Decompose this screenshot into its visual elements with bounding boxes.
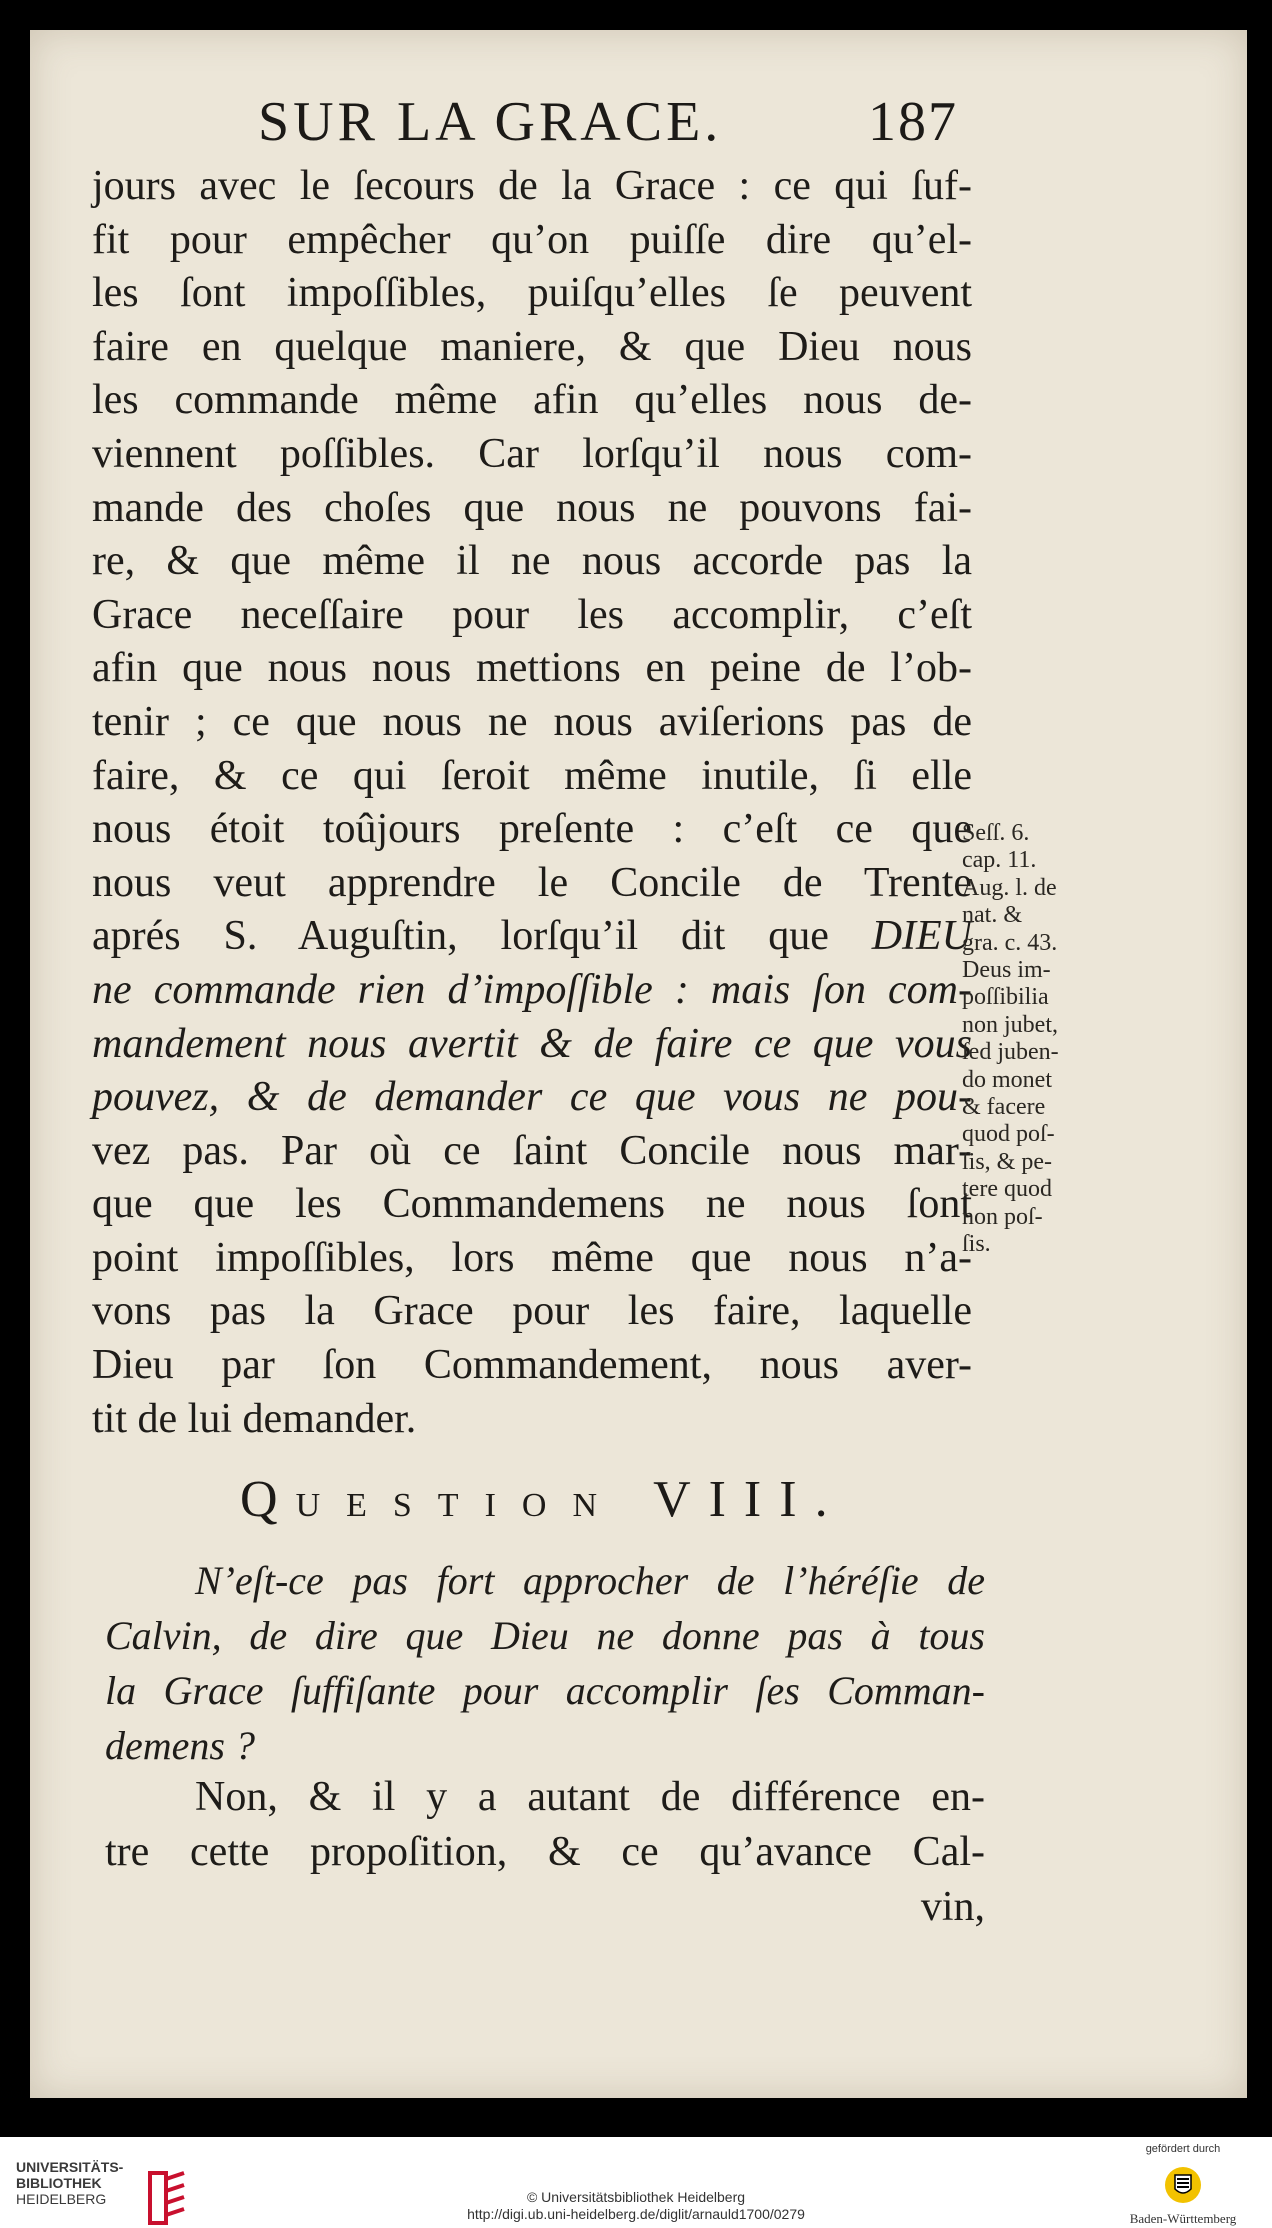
margin-note-line: ſed juben-: [962, 1039, 1059, 1066]
sponsor-block: [1108, 2143, 1258, 2226]
permalink-url[interactable]: http://digi.ub.uni-heidelberg.de/diglit/arnauld1700/0279: [467, 2206, 805, 2222]
text-line: nous veut apprendre le Concile de Trente: [92, 859, 972, 906]
margin-note-line: poſſibilia: [962, 984, 1049, 1011]
margin-note-line: & facere: [962, 1094, 1046, 1121]
text-line: faire, & ce qui ſeroit même inutile, ſi elle: [92, 752, 972, 799]
copyright-notice: [0, 2189, 1272, 2223]
margin-note-line: tere quod: [962, 1176, 1052, 1203]
copyright-text: © Universitätsbibliothek Heidelberg: [526, 2189, 746, 2205]
text-line: re, & que même il ne nous accorde pas la: [92, 538, 972, 585]
question-line: Calvin, de dire que Dieu ne donne pas à tous: [105, 1613, 985, 1658]
text-line: faire en quelque maniere, & que Dieu nous: [92, 323, 972, 370]
text-line: Dieu par ſon Commandement, nous aver-: [92, 1342, 972, 1389]
text-line: vez pas. Par où ce ſaint Concile nous mar-: [92, 1127, 972, 1174]
margin-note-line: cap. 11.: [962, 847, 1037, 874]
margin-note-line: ſis, & pe-: [962, 1148, 1052, 1175]
question-heading-initial: Q: [240, 1471, 296, 1528]
text-line: vons pas la Grace pour les faire, laquelle: [92, 1288, 972, 1335]
margin-note: [962, 820, 1112, 1259]
question-heading-word: UESTION: [295, 1487, 623, 1524]
question-line: la Grace ſuffiſante pour accomplir ſes Comman-: [105, 1668, 985, 1713]
main-text-block: [92, 160, 972, 1446]
sponsor-label: gefördert durch: [1145, 2143, 1221, 2155]
answer-catchword: vin,: [920, 1884, 985, 1930]
text-line: les commande même afin qu’elles nous de-: [92, 377, 972, 424]
logo-text-line: HEIDELBERG: [16, 2191, 107, 2207]
question-heading-number: VIII.: [653, 1471, 846, 1528]
question-text: [105, 1553, 985, 1773]
text-line: point impoſſibles, lors même que nous n’a-: [92, 1234, 972, 1281]
text-line-with-italic: [92, 910, 972, 964]
margin-note-line: gra. c. 43.: [962, 929, 1058, 956]
logo-text-line: BIBLIOTHEK: [16, 2175, 102, 2191]
text-line: tenir ; ce que nous ne nous aviſerions pas de: [92, 698, 972, 745]
text-italic-segment: DIEU: [871, 913, 972, 960]
margin-note-line: do monet: [962, 1066, 1052, 1093]
text-line: nous étoit toûjours preſente : c’eſt ce que: [92, 806, 972, 853]
text-roman-segment: aprés S. Auguſtin, lorſqu’il dit que: [92, 913, 872, 960]
sponsor-name: Baden-Württemberg: [1129, 2211, 1237, 2226]
margin-note-line: nat. &: [962, 902, 1022, 929]
question-heading: [240, 1470, 846, 1529]
text-line: afin que nous nous mettions en peine de l’ob-: [92, 645, 972, 692]
running-title: SUR LA GRACE.: [258, 91, 723, 153]
text-line: fit pour empêcher qu’on puiſſe dire qu’el-: [92, 216, 972, 263]
text-line: jours avec le ſecours de la Grace : ce qui ſuf-: [92, 163, 972, 209]
margin-note-line: Aug. l. de: [962, 874, 1057, 901]
text-line: que que les Commandemens ne nous ſont: [92, 1181, 972, 1228]
text-line-italic: ne commande rien d’impoſſible : mais ſon com-: [92, 966, 972, 1013]
logo-text-line: UNIVERSITÄTS-: [16, 2159, 124, 2175]
question-line: N’eſt-ce pas fort approcher de l’héréſie de: [195, 1558, 985, 1603]
text-line: les ſont impoſſibles, puiſqu’elles ſe peuvent: [92, 270, 972, 317]
question-line: demens ?: [105, 1723, 255, 1768]
margin-note-line: non jubet,: [962, 1011, 1058, 1038]
text-line-italic: mandement nous avertit & de faire ce que vous: [92, 1020, 972, 1067]
text-line: viennent poſſibles. Car lorſqu’il nous com-: [92, 430, 972, 477]
margin-note-line: ſis.: [962, 1231, 991, 1258]
page-header: [30, 90, 1247, 160]
text-line: Grace neceſſaire pour les accomplir, c’eſt: [92, 591, 972, 638]
margin-note-line: Deus im-: [962, 957, 1051, 984]
book-page: [30, 30, 1247, 2098]
page-number: 187: [868, 91, 958, 153]
margin-note-line: Seſſ. 6.: [962, 820, 1030, 846]
margin-note-line: quod poſ-: [962, 1121, 1055, 1148]
viewer-footer: [0, 2137, 1272, 2228]
text-line: tit de lui demander.: [92, 1395, 417, 1442]
answer-line: tre cette propoſition, & ce qu’avance Cal-: [105, 1829, 985, 1875]
margin-note-line: non poſ-: [962, 1203, 1043, 1230]
answer-line: Non, & il y a autant de différence en-: [195, 1774, 985, 1820]
text-line: mande des choſes que nous ne pouvons fai-: [92, 484, 972, 531]
text-line-italic: pouvez, & de demander ce que vous ne pou-: [92, 1074, 972, 1121]
baden-wuerttemberg-crest-icon: [1163, 2165, 1203, 2205]
answer-text: [105, 1770, 985, 1935]
